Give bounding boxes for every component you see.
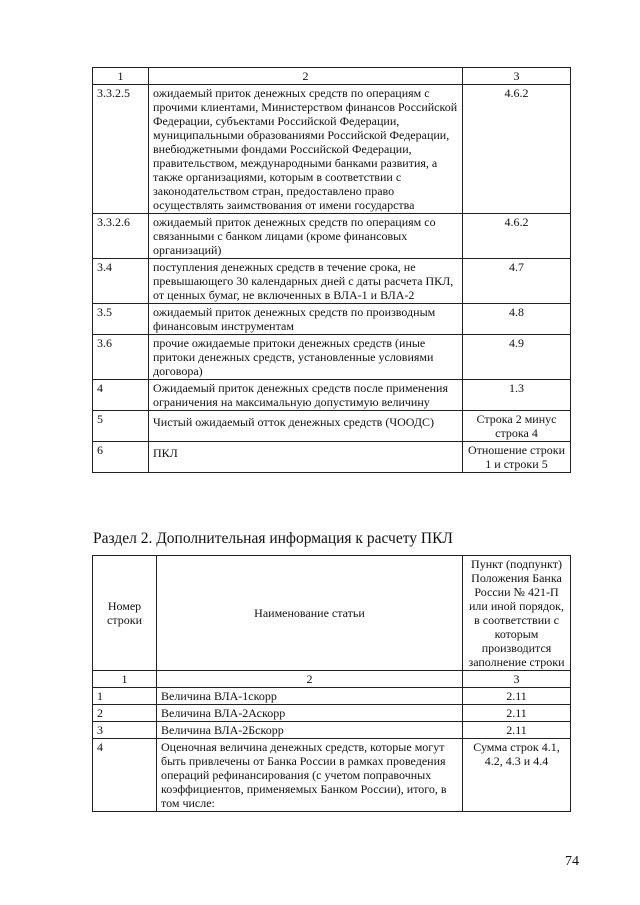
row-number: 3.6 xyxy=(93,335,149,380)
row-reference: 2.11 xyxy=(463,688,571,705)
column-number-1: 1 xyxy=(93,671,157,688)
table-row xyxy=(93,411,571,442)
row-name: Ожидаемый приток денежных средств после применения ограничения на максимальную допустимую величину xyxy=(149,380,463,411)
row-reference: 4.6.2 xyxy=(463,214,571,259)
table-row xyxy=(93,304,571,335)
row-reference: Строка 2 минус строка 4 xyxy=(463,411,571,442)
table-row xyxy=(93,688,571,705)
row-number: 3.4 xyxy=(93,259,149,304)
table-row xyxy=(93,335,571,380)
row-reference: 1.3 xyxy=(463,380,571,411)
row-reference: Сумма строк 4.1, 4.2, 4.3 и 4.4 xyxy=(463,739,571,812)
row-number: 2 xyxy=(93,705,157,722)
row-number: 4 xyxy=(93,380,149,411)
header-row-number: Номер строки xyxy=(93,556,157,671)
row-number: 3.3.2.6 xyxy=(93,214,149,259)
row-number: 6 xyxy=(93,442,149,473)
table-row xyxy=(93,722,571,739)
row-name: Величина ВЛА-2Бскорр xyxy=(157,722,463,739)
section-title: Раздел 2. Дополнительная информация к расчету ПКЛ xyxy=(93,530,453,547)
liquidity-table-continued xyxy=(92,67,571,473)
table-row xyxy=(93,739,571,812)
header-item-name: Наименование статьи xyxy=(157,556,463,671)
additional-info-table xyxy=(92,555,571,812)
row-number: 3 xyxy=(93,722,157,739)
table-row xyxy=(93,380,571,411)
row-name: прочие ожидаемые притоки денежных средств (иные притоки денежных средств, установленные условиями договора) xyxy=(149,335,463,380)
row-number: 4 xyxy=(93,739,157,812)
row-name: ожидаемый приток денежных средств по операциям с прочими клиентами, Министерством финансов Российской Федерации, субъектами Российской Федерации, муниципальными образованиями Российской Федерации, внебюджетными фондами Российской Федерации, правительством, международными банками развития, а также организациями, которым в соответствии с законодательством стран, предоставлено право осуществлять заимствования от имени государства xyxy=(149,85,463,214)
row-reference: 2.11 xyxy=(463,705,571,722)
column-number-3: 3 xyxy=(463,68,571,85)
row-reference: 4.6.2 xyxy=(463,85,571,214)
row-name: Чистый ожидаемый отток денежных средств (ЧООДС) xyxy=(149,411,463,442)
row-number: 3.3.2.5 xyxy=(93,85,149,214)
table-head-row xyxy=(93,556,571,671)
row-number: 3.5 xyxy=(93,304,149,335)
table-row xyxy=(93,705,571,722)
row-reference: 4.8 xyxy=(463,304,571,335)
table-row xyxy=(93,442,571,473)
row-name: Величина ВЛА-1скорр xyxy=(157,688,463,705)
row-reference: Отношение строки 1 и строки 5 xyxy=(463,442,571,473)
row-name: Оценочная величина денежных средств, которые могут быть привлечены от Банка России в рамках проведения операций рефинансирования (с учетом поправочных коэффициентов, применяемых Банком России), итого, в том числе: xyxy=(157,739,463,812)
column-numbers-row xyxy=(93,671,571,688)
column-number-2: 2 xyxy=(149,68,463,85)
column-number-1: 1 xyxy=(93,68,149,85)
row-name: ПКЛ xyxy=(149,442,463,473)
table-row xyxy=(93,259,571,304)
table-row xyxy=(93,85,571,214)
column-number-2: 2 xyxy=(157,671,463,688)
header-reference: Пункт (подпункт) Положения Банка России № 421-П или иной порядок, в соответствии с которым производится заполнение строки xyxy=(463,556,571,671)
column-number-3: 3 xyxy=(463,671,571,688)
row-number: 1 xyxy=(93,688,157,705)
row-reference: 4.7 xyxy=(463,259,571,304)
row-reference: 2.11 xyxy=(463,722,571,739)
table-row xyxy=(93,214,571,259)
row-name: Величина ВЛА-2Аскорр xyxy=(157,705,463,722)
table-header-row xyxy=(93,68,571,85)
row-name: ожидаемый приток денежных средств по операциям со связанными с банком лицами (кроме финансовых организаций) xyxy=(149,214,463,259)
row-name: ожидаемый приток денежных средств по производным финансовым инструментам xyxy=(149,304,463,335)
page-number: 74 xyxy=(565,854,579,869)
row-reference: 4.9 xyxy=(463,335,571,380)
row-name: поступления денежных средств в течение срока, не превышающего 30 календарных дней с даты расчета ПКЛ, от ценных бумаг, не включенных в ВЛА-1 и ВЛА-2 xyxy=(149,259,463,304)
row-number: 5 xyxy=(93,411,149,442)
